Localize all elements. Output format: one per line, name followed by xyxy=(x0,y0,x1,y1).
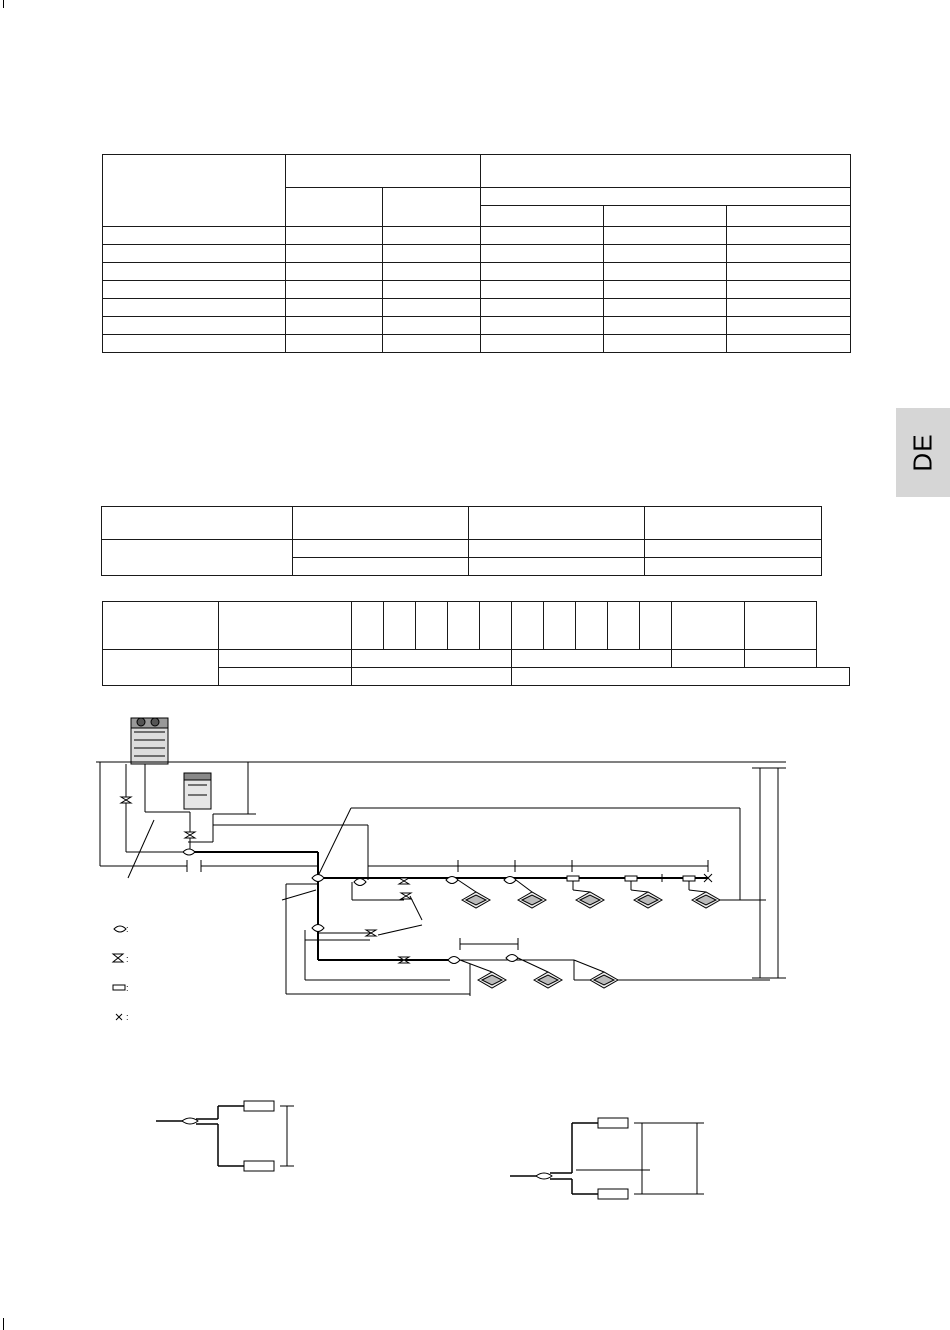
indoor-unit-icon xyxy=(534,972,562,988)
indoor-unit-icon xyxy=(634,892,662,908)
legend-item-branch-header: : xyxy=(126,983,129,993)
branch-detail-diagram-right xyxy=(510,1118,704,1199)
branch-joint-icon xyxy=(448,957,460,964)
outdoor-unit-icon xyxy=(131,718,168,764)
indoor-unit-icon xyxy=(518,892,546,908)
legend-item-pipe-end: : xyxy=(126,1012,129,1022)
indoor-unit-icon xyxy=(692,892,720,908)
branch-header-icon xyxy=(683,876,695,890)
language-tab-label: DE xyxy=(907,433,938,472)
branch-detail-diagram-left xyxy=(156,1101,294,1171)
stop-valve-icon xyxy=(113,954,123,962)
stop-valve-icon xyxy=(399,878,409,884)
stop-valve-icon xyxy=(401,893,411,899)
branch-joint-icon xyxy=(114,926,126,932)
indoor-unit-icon xyxy=(590,972,618,988)
legend-item-stop-valve: : xyxy=(126,954,129,964)
legend xyxy=(126,924,166,1024)
branch-header-icon xyxy=(113,985,125,990)
legend-item-branch-joint: : xyxy=(126,924,129,934)
branch-joint-icon xyxy=(312,925,324,932)
outdoor-unit-icon xyxy=(184,773,211,809)
indoor-unit-icon xyxy=(576,892,604,908)
branch-header-icon xyxy=(625,876,637,890)
branch-header-icon xyxy=(567,876,579,890)
indoor-unit-icon xyxy=(478,972,506,988)
branch-joint-icon xyxy=(183,849,195,855)
pipe-end-icon xyxy=(116,1014,122,1020)
branch-joint-icon xyxy=(312,875,324,882)
stop-valve-icon xyxy=(121,797,131,803)
branch-joint-icon xyxy=(354,879,366,886)
indoor-unit-icon xyxy=(462,892,490,908)
stop-valve-icon xyxy=(185,832,195,838)
